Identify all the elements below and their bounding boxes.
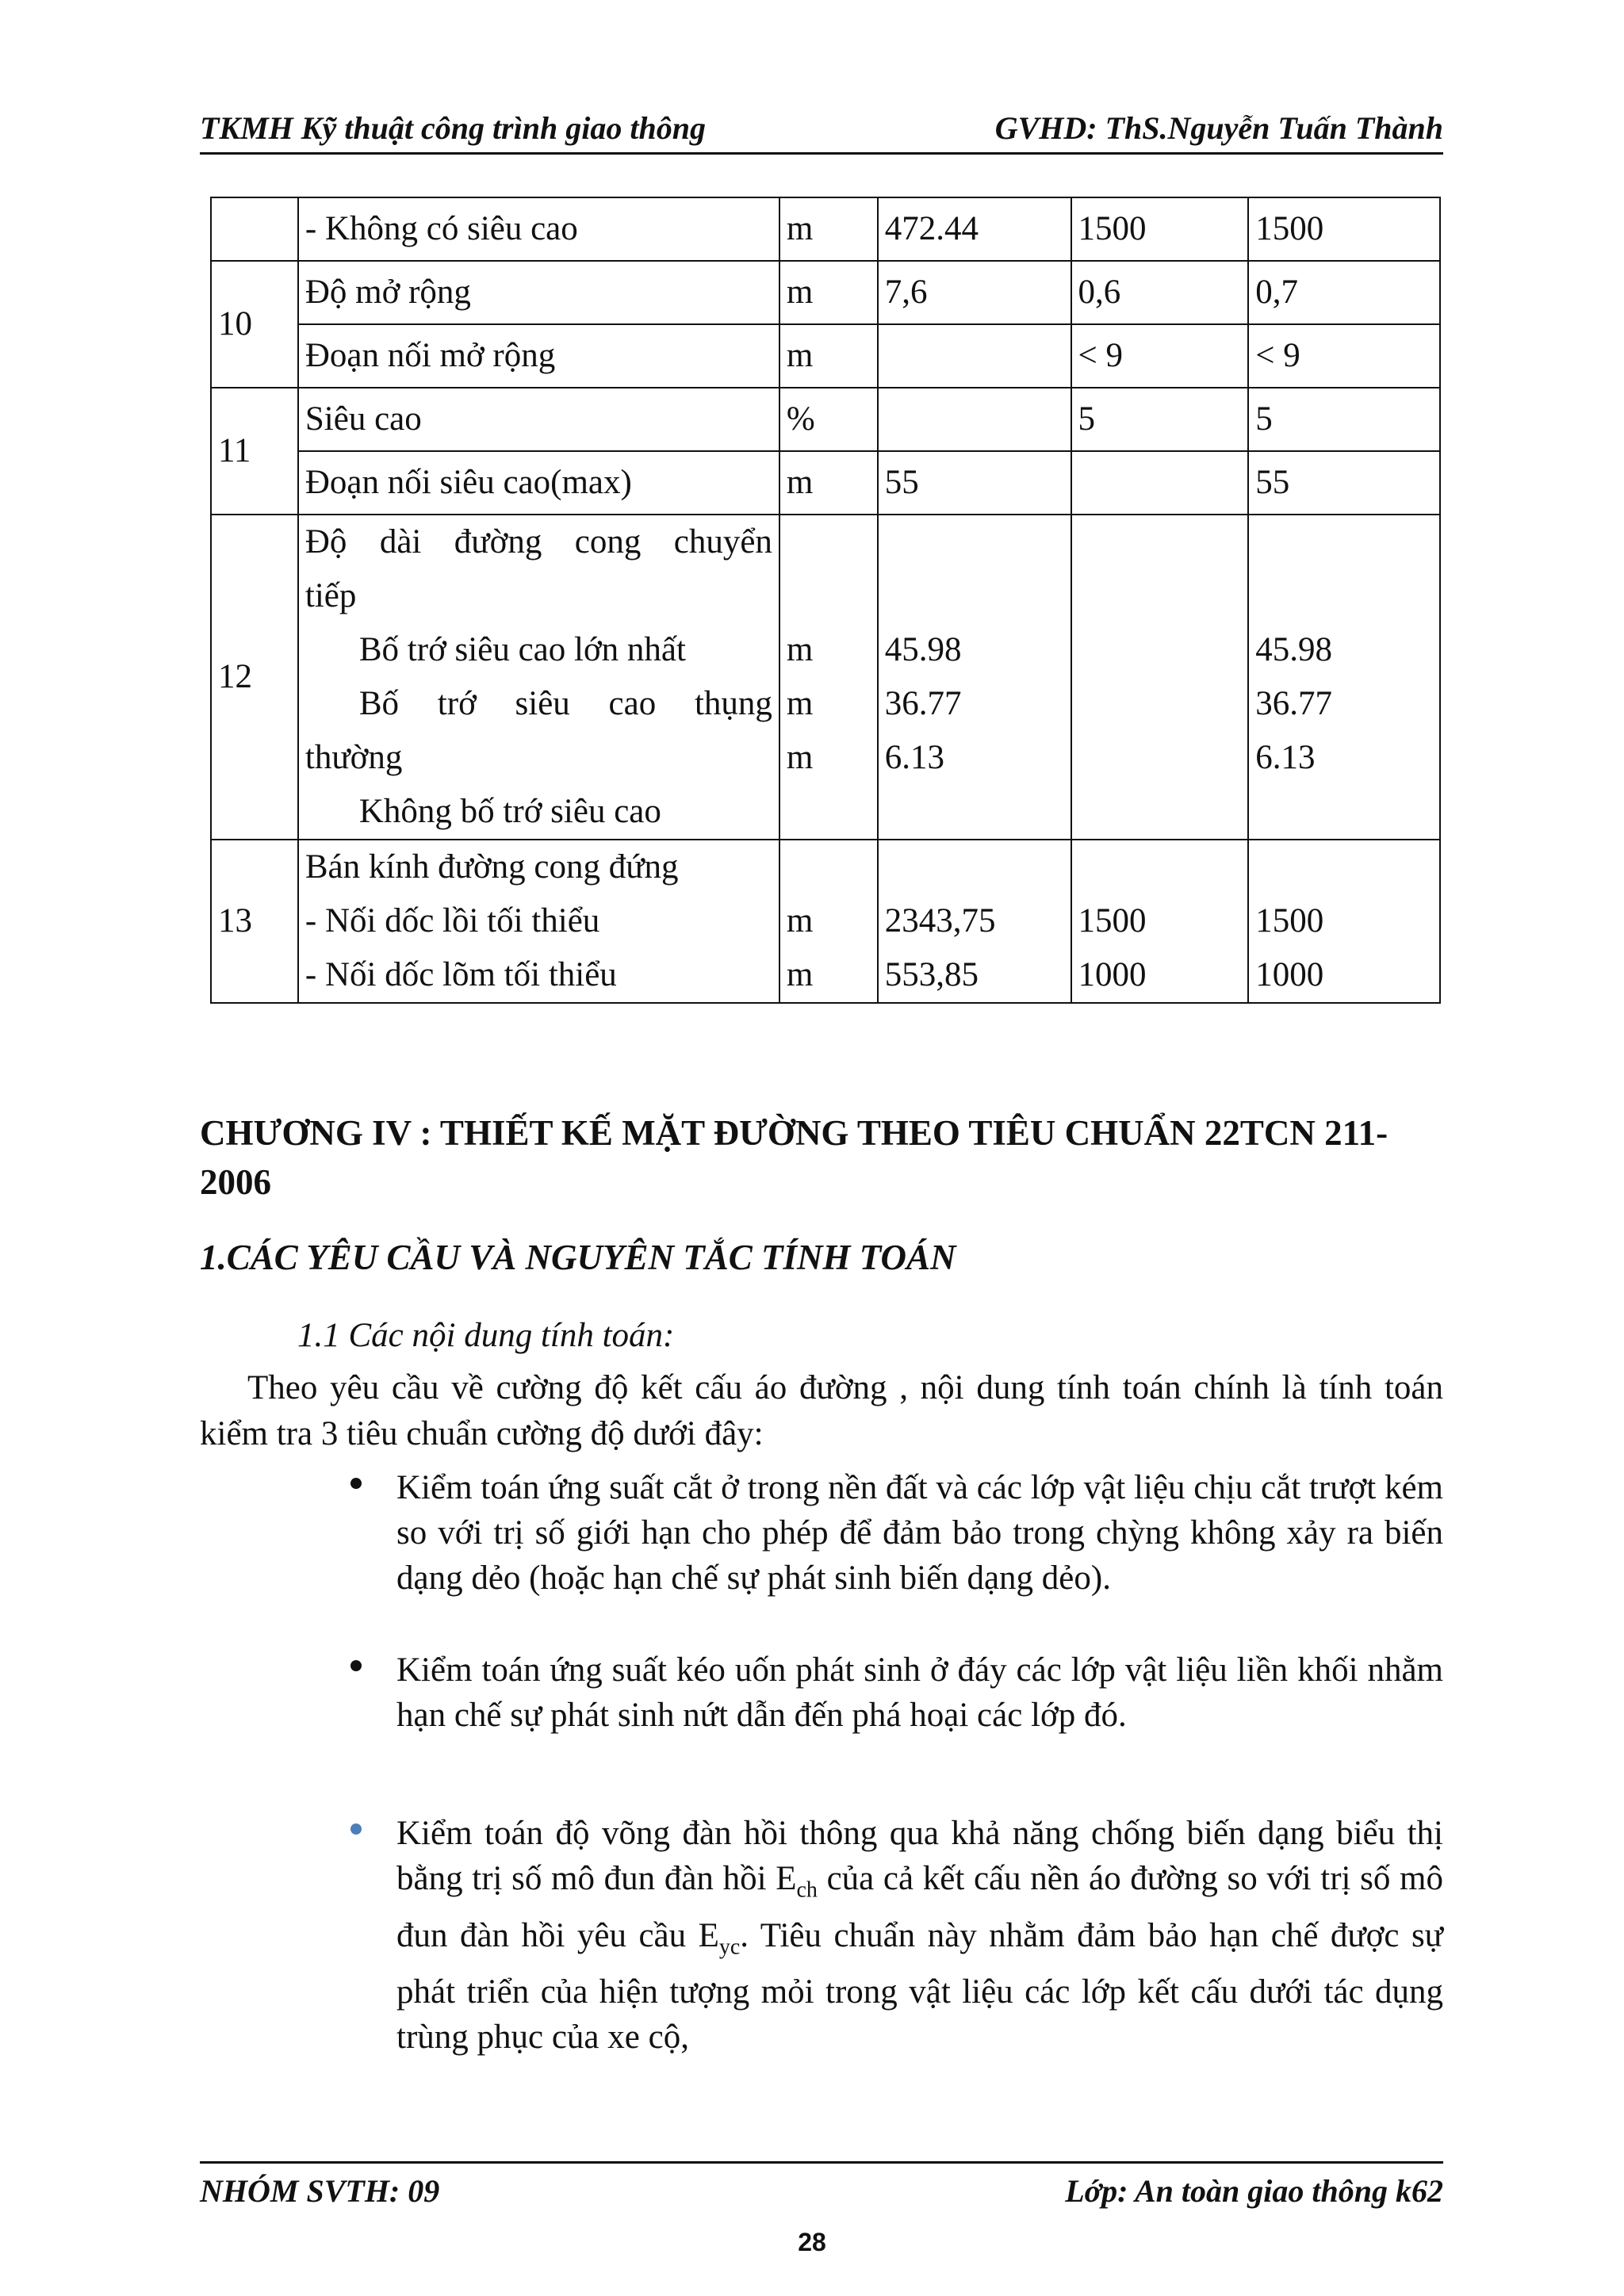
row-unit: m [779, 451, 878, 515]
page-header [200, 103, 1443, 151]
footer-group: NHÓM SVTH: 09 [200, 2173, 440, 2209]
row-value-1: 7,6 [878, 261, 1071, 324]
row-value-2-block [1071, 840, 1249, 1003]
row-unit: m [779, 261, 878, 324]
list-item [396, 1465, 1443, 1601]
row-unit: m [786, 902, 814, 939]
row-number: 11 [211, 388, 298, 515]
row-value-3: 5 [1248, 388, 1440, 451]
row13-item-2: - Nối dốc lõm tối thiểu [304, 956, 617, 993]
table-row [211, 840, 1440, 1003]
bullet-text: Kiểm toán ứng suất cắt ở trong nền đất và các lớp vật liệu chịu cắt trượt kém so với trị số giới hạn cho phép để đảm bảo trong chỳng không xảy ra biến dạng dẻo (hoặc hạn chế sự phát sinh biến dạng dẻo). [396, 1469, 1443, 1597]
row-value-2: 1000 [1078, 956, 1147, 993]
header-rule [200, 152, 1443, 155]
table-row [211, 515, 1440, 840]
row12-item-2-line2: thường [304, 739, 403, 776]
row-value-3: 6.13 [1255, 739, 1316, 776]
row-unit: % [779, 388, 878, 451]
row-value-2: 1500 [1078, 902, 1147, 939]
section-heading: 1.CÁC YÊU CẦU VÀ NGUYÊN TẮC TÍNH TOÁN [200, 1238, 956, 1277]
row12-item-3: Không bố trớ siêu cao [358, 793, 661, 830]
row-number: 10 [211, 261, 298, 388]
row-unit: m [786, 956, 814, 993]
row-value-3: 1500 [1248, 197, 1440, 261]
row12-title-line2: tiếp [304, 577, 357, 614]
row-unit-block [779, 515, 878, 840]
header-instructor: GVHD: ThS.Nguyễn Tuấn Thành [994, 110, 1443, 146]
row-unit: m [779, 324, 878, 388]
list-item [396, 1811, 1443, 2060]
row-value-3: 1000 [1255, 956, 1324, 993]
table-row [211, 261, 1440, 324]
chapter-heading: CHƯƠNG IV : THIẾT KẾ MẶT ĐƯỜNG THEO TIÊU CHUẨN 22TCN 211-2006 [200, 1113, 1388, 1202]
row-value-1: 55 [878, 451, 1071, 515]
row-value-2: < 9 [1071, 324, 1249, 388]
row-value-1 [878, 324, 1071, 388]
row13-item-1: - Nối dốc lồi tối thiểu [304, 902, 600, 939]
bullet-icon [350, 1478, 362, 1489]
row-unit: m [786, 631, 814, 668]
bullet-text-part1: Kiểm toán độ võng đàn hồi thông qua khả năng chống biến dạng biểu thị bằng trị số mô đun đàn hồi E [396, 1815, 1443, 1897]
row-value-1 [878, 388, 1071, 451]
header-course-title: TKMH Kỹ thuật công trình giao thông [200, 110, 706, 146]
row-value-2: 0,6 [1071, 261, 1249, 324]
paragraph-text: Theo yêu cầu về cường độ kết cấu áo đường , nội dung tính toán chính là tính toán kiểm tra 3 tiêu chuẩn cường độ dưới đây: [200, 1369, 1443, 1452]
row-name: - Không có siêu cao [298, 197, 779, 261]
row-value-3: 45.98 [1255, 631, 1333, 668]
row-value-2 [1071, 451, 1249, 515]
row-value-2: 5 [1071, 388, 1249, 451]
page-number: 28 [798, 2228, 826, 2256]
row-unit: m [786, 685, 814, 722]
row-value-3: 1500 [1255, 902, 1324, 939]
row-value-1-block [878, 515, 1071, 840]
list-item [396, 1647, 1443, 1738]
row-value-3: 55 [1248, 451, 1440, 515]
footer-class: Lớp: An toàn giao thông k62 [1065, 2173, 1443, 2209]
bullet-icon [350, 1660, 362, 1671]
row-name: Đoạn nối siêu cao(max) [298, 451, 779, 515]
row-name-block [298, 840, 779, 1003]
bullet-text-part3: . Tiêu chuẩn này nhằm đảm bảo hạn chế được sự phát triển của hiện tượng mỏi trong vật liệu các lớp kết cấu dưới tác dụng trùng phục của xe cộ, [396, 1916, 1443, 2057]
row-value-1-block [878, 840, 1071, 1003]
table-row [211, 388, 1440, 451]
row-unit-block [779, 840, 878, 1003]
subsection-heading: 1.1 Các nội dung tính toán: [297, 1317, 675, 1354]
row-value-3: 36.77 [1255, 685, 1333, 722]
row-name: Siêu cao [298, 388, 779, 451]
row-value-3-block [1248, 515, 1440, 840]
page-footer [200, 2172, 1443, 2212]
row-value-2: 1500 [1071, 197, 1249, 261]
bullet-text: Kiểm toán ứng suất kéo uốn phát sinh ở đáy các lớp vật liệu liền khối nhằm hạn chế sự phát sinh nứt dẫn đến phá hoại các lớp đó. [396, 1651, 1443, 1734]
table-row [211, 451, 1440, 515]
row-name: Độ mở rộng [298, 261, 779, 324]
row-number: 12 [211, 515, 298, 840]
row-value-3: < 9 [1248, 324, 1440, 388]
row12-item-2-line1: Bố trớ siêu cao thụng [358, 685, 772, 722]
footer-rule [200, 2161, 1443, 2164]
row-value-1: 553,85 [884, 956, 979, 993]
row-value-1: 2343,75 [884, 902, 996, 939]
bullet-icon [350, 1823, 362, 1835]
subscript-yc: yc [718, 1934, 741, 1960]
row-number: 13 [211, 840, 298, 1003]
table-row [211, 324, 1440, 388]
bullet-text-part2: của cả kết cấu nền áo đường so với trị số mô đun đàn hồi yêu cầu E [396, 1860, 1444, 1954]
row-unit: m [786, 739, 814, 776]
row-name-block [298, 515, 779, 840]
row-value-1: 45.98 [884, 631, 962, 668]
row-value-3: 0,7 [1248, 261, 1440, 324]
row-unit: m [779, 197, 878, 261]
row12-title-line1: Độ dài đường cong chuyển [304, 523, 772, 561]
row12-item-1: Bố trớ siêu cao lớn nhất [358, 631, 686, 668]
row13-title: Bán kính đường cong đứng [304, 848, 679, 886]
intro-paragraph [200, 1365, 1443, 1457]
table-row [211, 197, 1440, 261]
row-value-1: 36.77 [884, 685, 962, 722]
subscript-ch: ch [796, 1877, 818, 1903]
design-parameters-table [210, 197, 1441, 1004]
row-value-1: 6.13 [884, 739, 944, 776]
row-value-1: 472.44 [878, 197, 1071, 261]
row-name: Đoạn nối mở rộng [298, 324, 779, 388]
row-value-3-block [1248, 840, 1440, 1003]
